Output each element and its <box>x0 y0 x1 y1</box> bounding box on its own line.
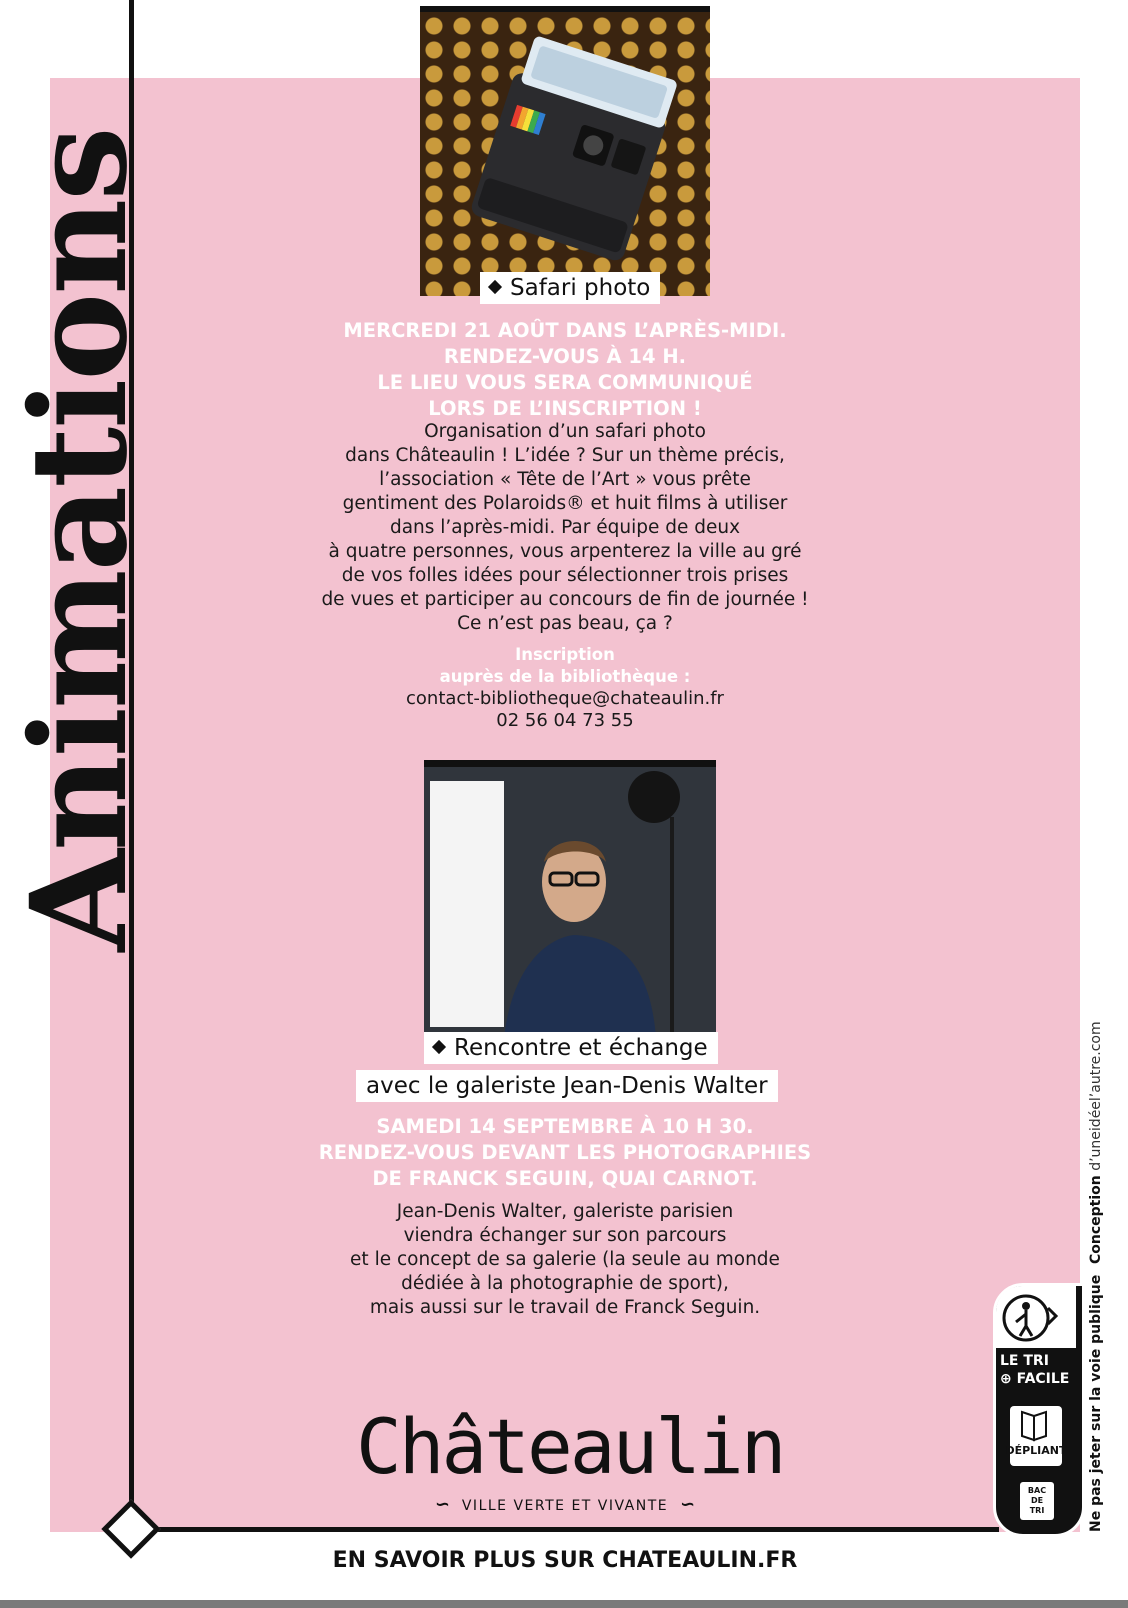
tilde-ornament-icon: ∽ <box>434 1494 450 1515</box>
contact-email[interactable]: contact-bibliotheque@chateaulin.fr <box>406 688 724 709</box>
event1-inscription-heading: Inscription auprès de la bibliothèque : <box>439 645 691 686</box>
do-not-litter-notice: Ne pas jeter sur la voie publique <box>1088 1274 1104 1532</box>
polaroid-camera-illustration <box>420 12 710 296</box>
event2-highlight: SAMEDI 14 SEPTEMBRE À 10 H 30. RENDEZ-VOUS DEVANT LES PHOTOGRAPHIES DE FRANCK SEGUIN, QUAI CARNOT. <box>318 1115 812 1190</box>
diamond-bullet-icon <box>432 1040 446 1054</box>
contact-phone[interactable]: 02 56 04 73 55 <box>496 710 634 731</box>
event1-description: Organisation d’un safari photo dans Châteaulin ! L’idée ? Sur un thème précis, l’association « Tête de l’Art » vous prête gentiment des Polaroids® et huit films à utiliser dans l’après-midi. Par équipe de deux à quatre personnes, vous arpenterez la ville au gré de vos folles idées pour sélectionner trois prises de vues et participer au concours de fin de journée ! Ce n’est pas beau, ça ? <box>321 421 809 634</box>
portrait-illustration <box>424 767 716 1037</box>
city-tagline: ∽ VILLE VERTE ET VIVANTE ∽ <box>434 1494 696 1515</box>
event2-description: Jean-Denis Walter, galeriste parisien viendra échanger sur son parcours et le concept de sa galerie (la seule au monde dédiée à la photographie de sport), mais aussi sur le travail de Franck Seguin. <box>350 1201 780 1318</box>
recycle-icon <box>996 1286 1076 1348</box>
bottom-page-edge <box>0 1600 1128 1608</box>
footer-website-link[interactable]: EN SAVOIR PLUS SUR CHATEAULIN.FR <box>332 1548 798 1573</box>
bac-de-tri-icon: BAC DE TRI <box>1020 1482 1054 1520</box>
vertical-section-title: Animations <box>2 128 157 952</box>
depliant-icon <box>1010 1406 1062 1444</box>
tilde-ornament-icon: ∽ <box>680 1494 696 1515</box>
horizontal-divider-line <box>129 1527 999 1532</box>
event-label-rencontre: Rencontre et échange <box>424 1032 718 1064</box>
galerist-portrait-photo <box>424 760 716 1037</box>
event-label-safari-photo: Safari photo <box>480 272 660 304</box>
chateaulin-logo: Châteaulin <box>356 1402 784 1491</box>
event1-highlight: MERCREDI 21 AOÛT DANS L’APRÈS-MIDI. RENDEZ-VOUS À 14 H. LE LIEU VOUS SERA COMMUNIQUÉ LORS DE L’INSCRIPTION ! <box>343 319 787 420</box>
event1-contact <box>265 688 865 732</box>
recycling-person-icon <box>996 1286 1076 1348</box>
diamond-bullet-icon <box>488 280 502 294</box>
event-sublabel-galeriste: avec le galeriste Jean-Denis Walter <box>356 1070 778 1102</box>
plus-circle-icon: ⊕ <box>1000 1371 1012 1387</box>
leaflet-icon <box>1010 1406 1062 1466</box>
polaroid-camera-photo <box>420 6 710 296</box>
tri-facile-text: LE TRI ⊕ FACILE <box>1000 1353 1070 1387</box>
depliant-label: DÉPLIANT <box>1005 1444 1067 1457</box>
conception-credit: Conception d’uneidéel’autre.com <box>1088 1021 1104 1264</box>
